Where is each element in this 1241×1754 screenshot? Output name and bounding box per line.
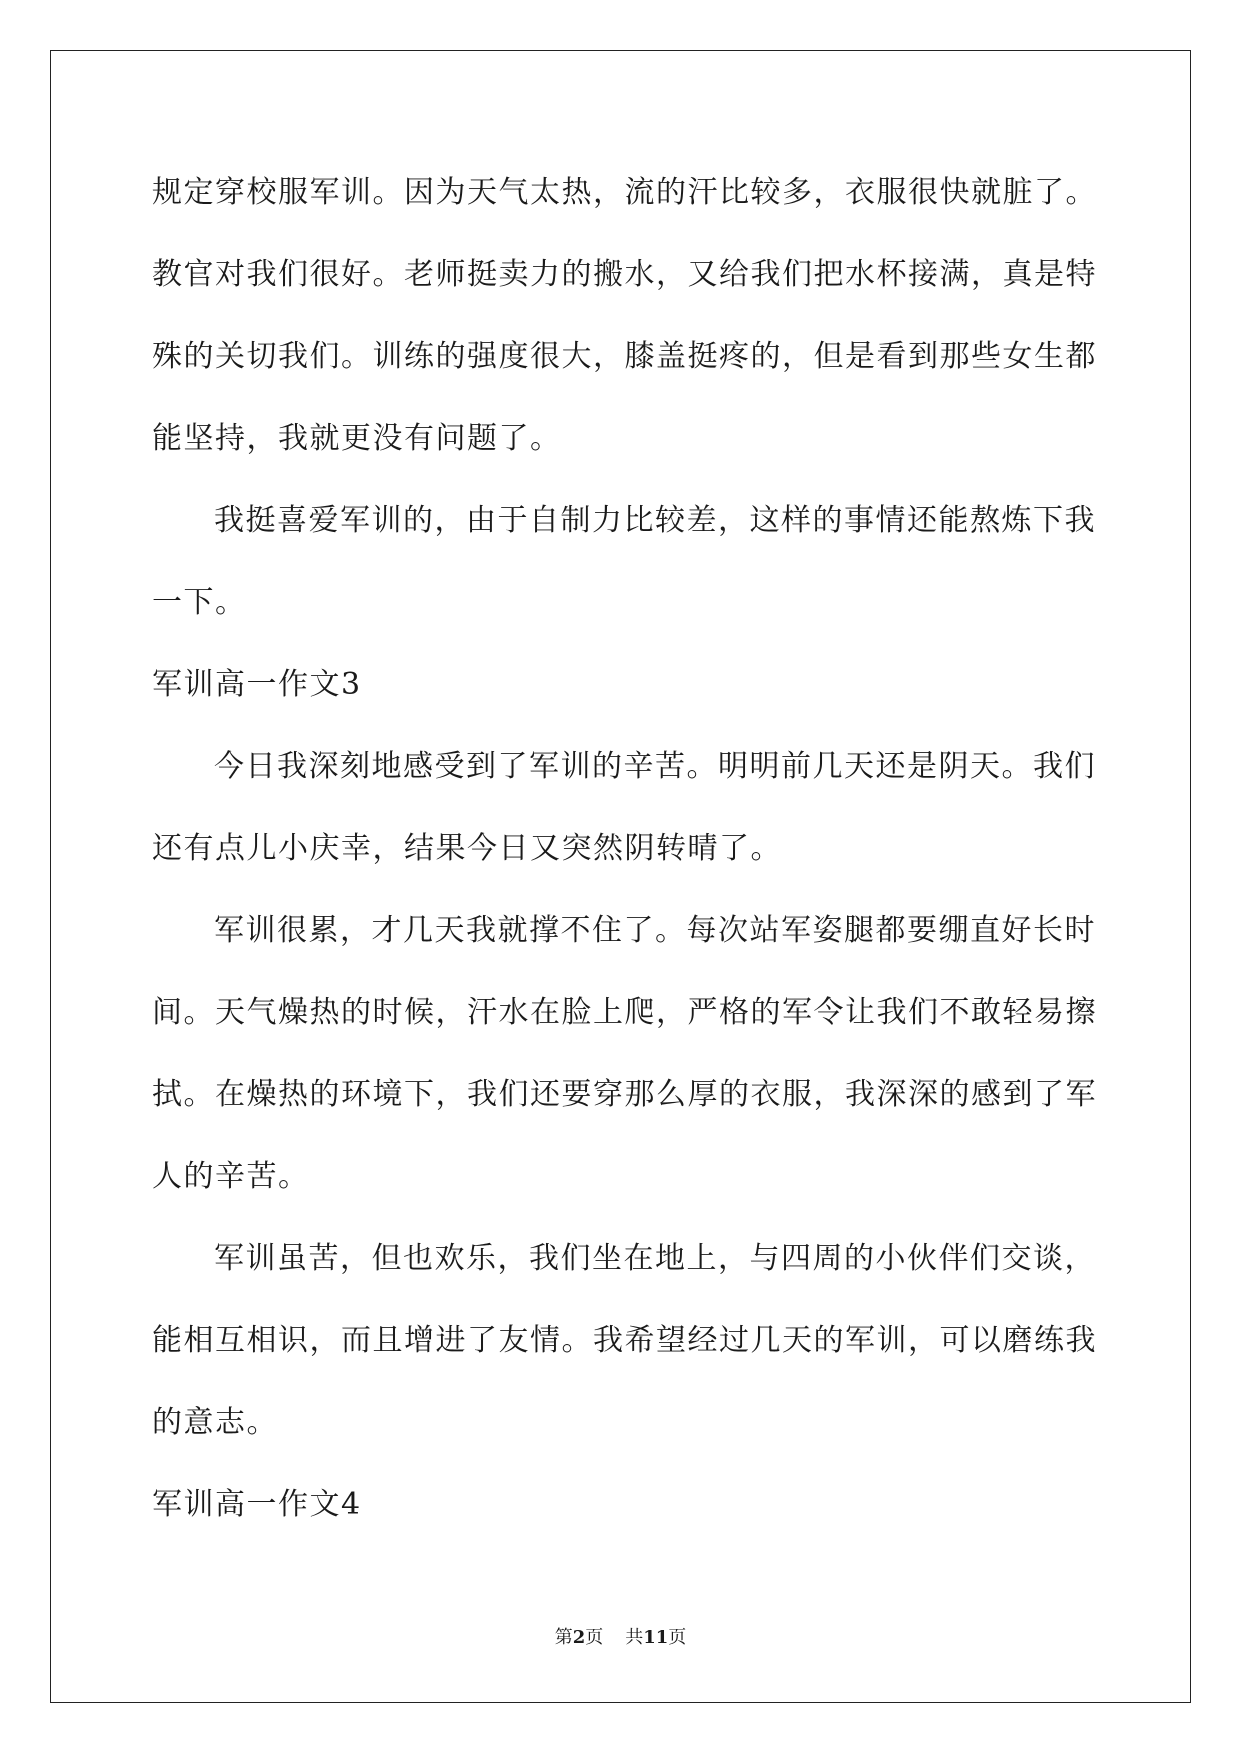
text-line: 拭。在燥热的环境下，我们还要穿那么厚的衣服，我深深的感到了军 bbox=[152, 1077, 1097, 1112]
text-line: 规定穿校服军训。因为天气太热，流的汗比较多，衣服很快就脏了。 bbox=[152, 175, 1097, 210]
section-heading: 军训高一作文4 bbox=[152, 1487, 362, 1522]
text-line: 能相互相识，而且增进了友情。我希望经过几天的军训，可以磨练我 bbox=[152, 1323, 1097, 1358]
text-line: 的意志。 bbox=[152, 1405, 278, 1440]
paragraph-first-line: 军训很累，才几天我就撑不住了。每次站军姿腿都要绷直好长时 bbox=[214, 913, 1096, 948]
paragraph-first-line: 今日我深刻地感受到了军训的辛苦。明明前几天还是阴天。我们 bbox=[214, 749, 1096, 784]
text-line: 间。天气燥热的时候，汗水在脸上爬，严格的军令让我们不敢轻易擦 bbox=[152, 995, 1097, 1030]
paragraph-first-line: 我挺喜爱军训的，由于自制力比较差，这样的事情还能熬炼下我 bbox=[214, 503, 1096, 538]
page-footer bbox=[0, 1626, 1241, 1650]
page-suffix: 页 bbox=[585, 1627, 604, 1648]
text-line: 还有点儿小庆幸，结果今日又突然阴转晴了。 bbox=[152, 831, 782, 866]
text-line: 殊的关切我们。训练的强度很大，膝盖挺疼的，但是看到那些女生都 bbox=[152, 339, 1097, 374]
text-line: 一下。 bbox=[152, 585, 247, 620]
text-line: 人的辛苦。 bbox=[152, 1159, 310, 1194]
text-line: 教官对我们很好。老师挺卖力的搬水，又给我们把水杯接满，真是特 bbox=[152, 257, 1097, 292]
paragraph-first-line: 军训虽苦，但也欢乐，我们坐在地上，与四周的小伙伴们交谈， bbox=[214, 1241, 1096, 1276]
section-heading: 军训高一作文3 bbox=[152, 667, 362, 702]
page-number: 2 bbox=[572, 1627, 586, 1648]
page-prefix: 第 bbox=[554, 1627, 573, 1648]
total-suffix: 页 bbox=[668, 1627, 687, 1648]
text-line: 能坚持，我就更没有问题了。 bbox=[152, 421, 562, 456]
total-pages: 11 bbox=[643, 1627, 669, 1648]
document-body bbox=[152, 152, 1097, 1546]
total-prefix: 共 bbox=[625, 1627, 644, 1648]
